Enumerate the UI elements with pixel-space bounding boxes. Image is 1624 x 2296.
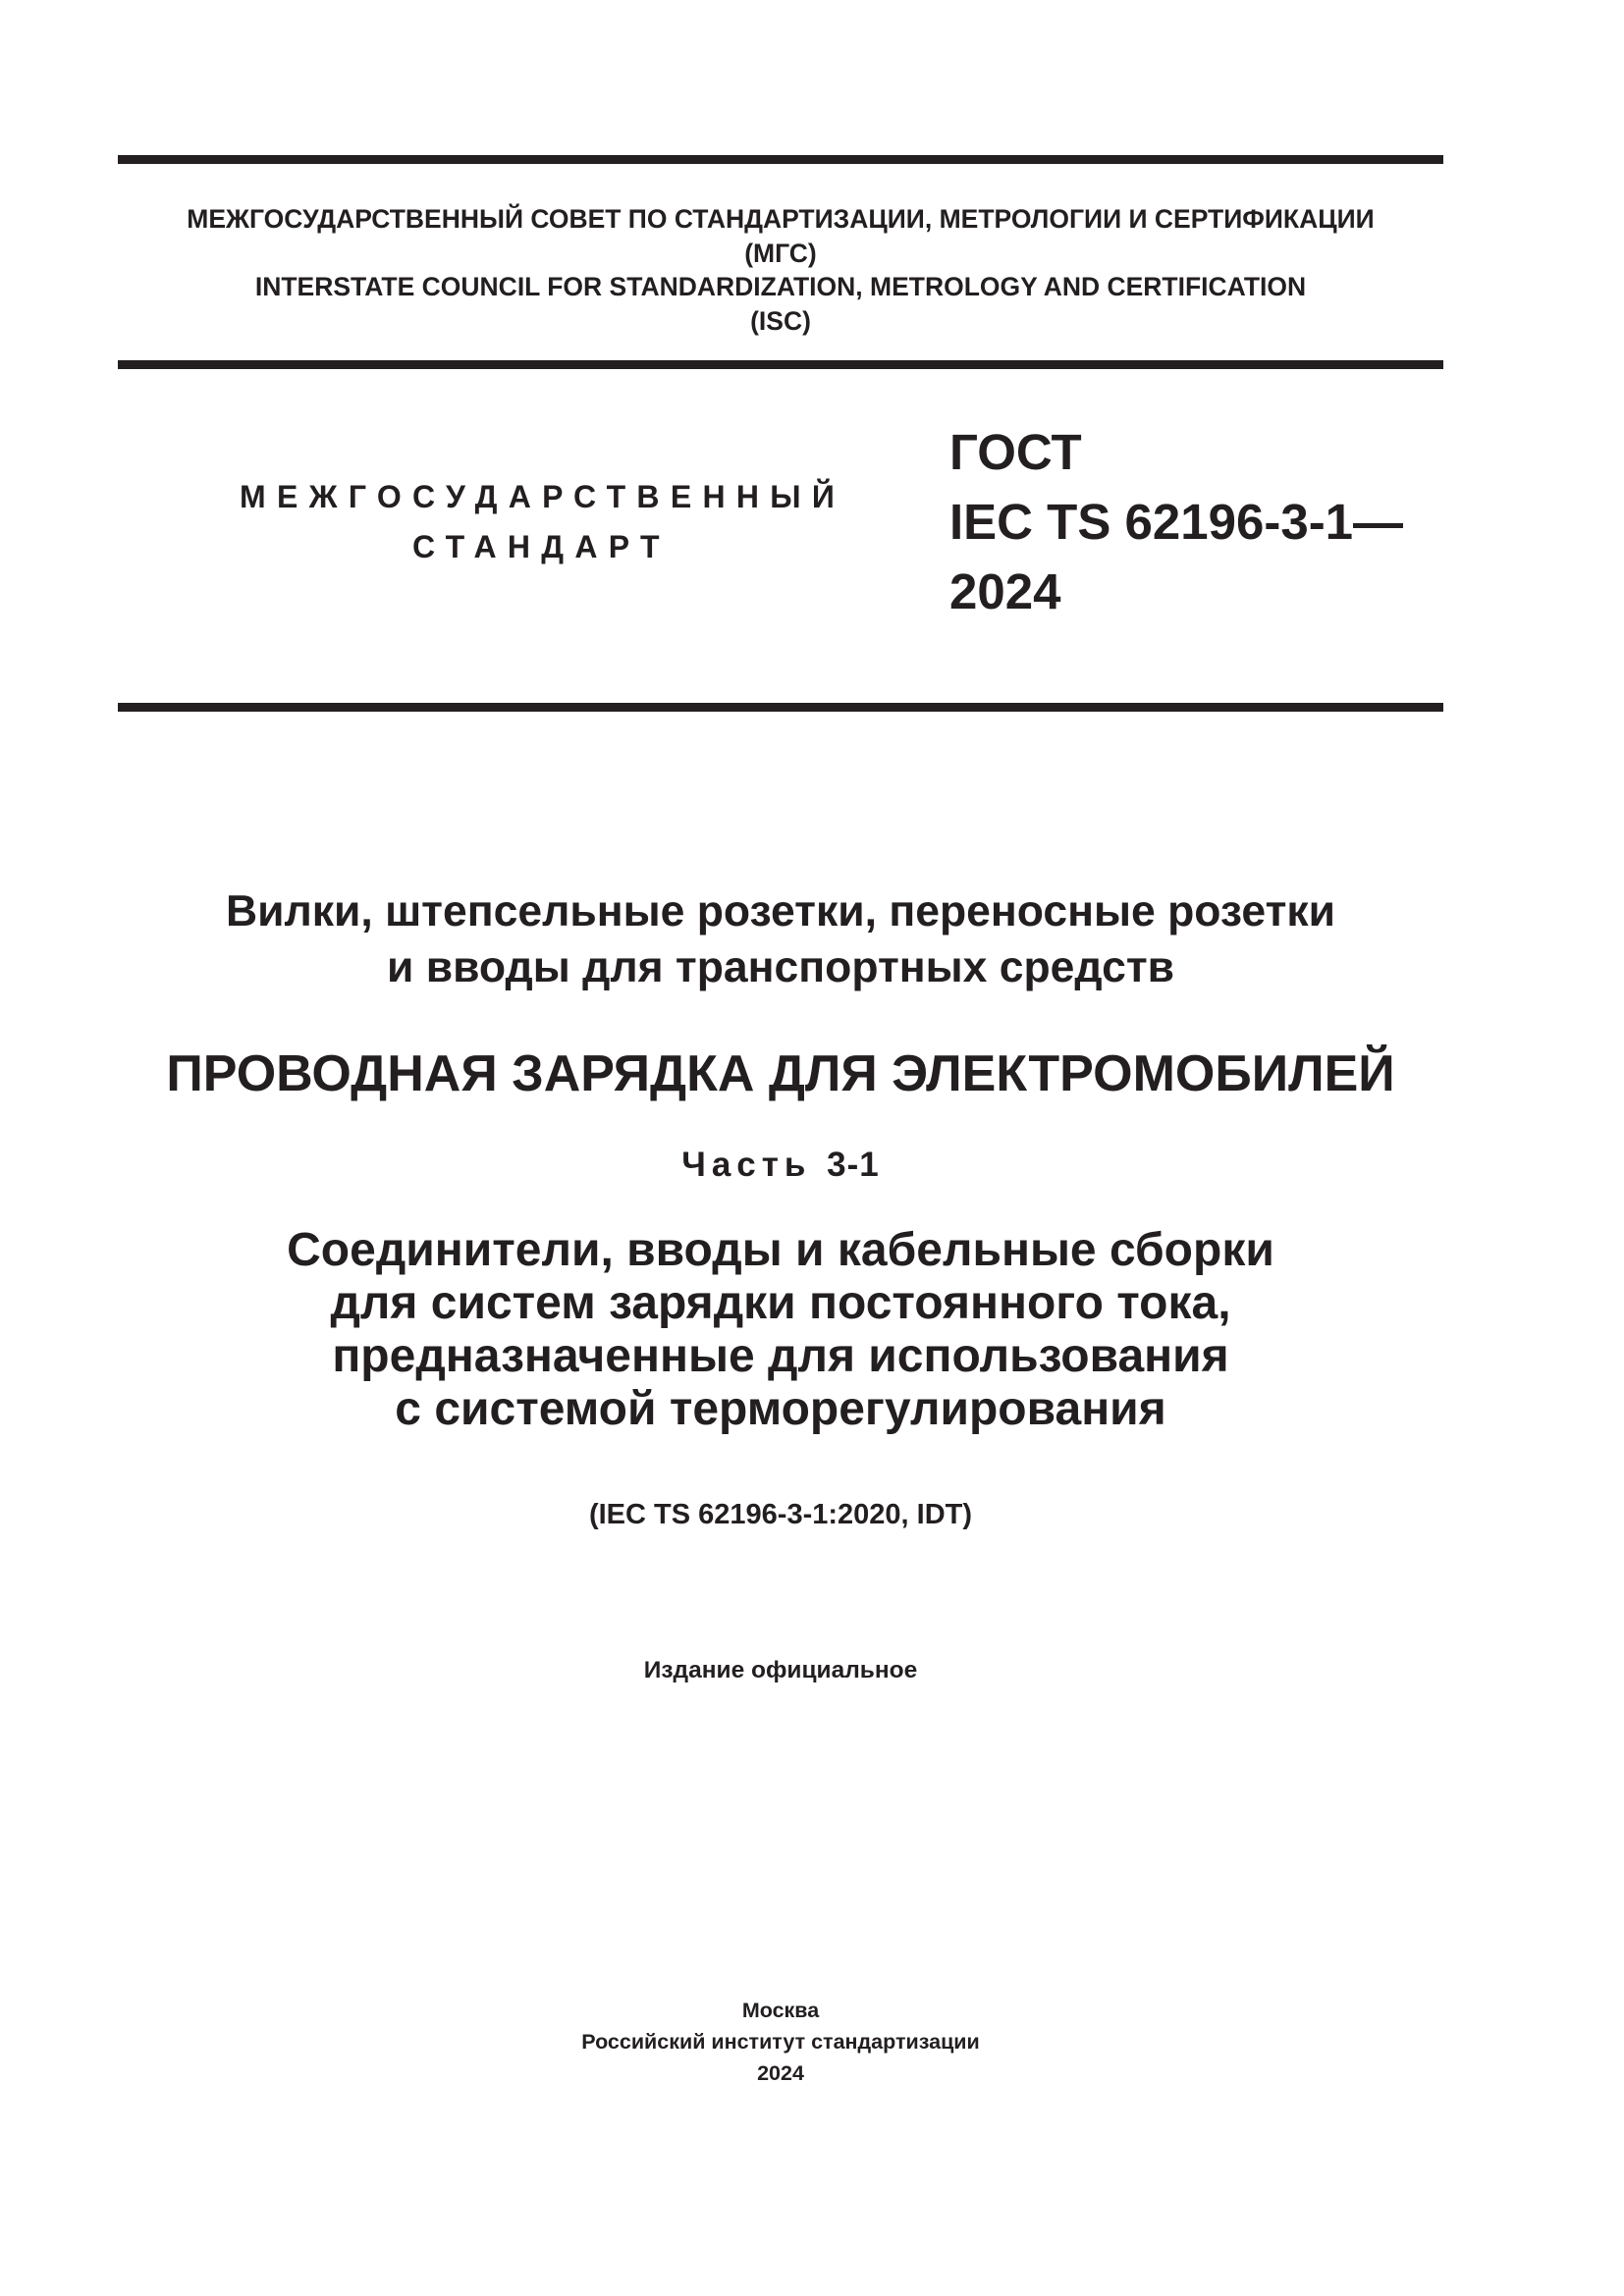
part-word: Часть — [681, 1146, 812, 1184]
identity-note: (IEC TS 62196-3-1:2020, IDT) — [588, 1499, 973, 1530]
edition-note: Издание официальное — [643, 1657, 918, 1683]
lower-divider — [118, 703, 1443, 712]
title-line-2: и вводы для транспортных средств — [387, 943, 1174, 991]
standard-kind-line-2: СТАНДАРТ — [412, 529, 671, 564]
designation-line-3: 2024 — [949, 563, 1061, 619]
council-abbr-en: (ISC) — [750, 305, 811, 336]
standard-kind-line-1: МЕЖГОСУДАРСТВЕННЫЙ — [240, 479, 846, 514]
document-subtitle — [98, 1224, 1463, 1436]
standard-designation — [949, 417, 1403, 626]
subtitle-line-2: для систем зарядки постоянного тока, — [330, 1277, 1231, 1329]
subtitle-line-4: с системой терморегулирования — [395, 1383, 1166, 1435]
council-name-en: INTERSTATE COUNCIL FOR STANDARDIZATION, METROLOGY AND CERTIFICATION — [254, 272, 1307, 301]
part-number: 3-1 — [827, 1146, 880, 1184]
middle-divider — [118, 360, 1443, 369]
council-name-ru: МЕЖГОСУДАРСТВЕННЫЙ СОВЕТ ПО СТАНДАРТИЗАЦИИ, МЕТРОЛОГИИ И СЕРТИФИКАЦИИ — [187, 204, 1375, 234]
publisher-imprint — [98, 1995, 1463, 2089]
subtitle-line-3: предназначенные для использования — [332, 1330, 1229, 1382]
document-title — [98, 883, 1463, 995]
imprint-publisher: Российский институт стандартизации — [581, 2030, 980, 2054]
part-heading — [98, 1144, 1463, 1187]
top-divider — [118, 155, 1443, 164]
imprint-city: Москва — [741, 1999, 820, 2022]
title-line-1: Вилки, штепсельные розетки, переносные розетки — [225, 887, 1336, 935]
subtitle-line-1: Соединители, вводы и кабельные сборки — [287, 1224, 1274, 1276]
document-main-heading: ПРОВОДНАЯ ЗАРЯДКА ДЛЯ ЭЛЕКТРОМОБИЛЕЙ — [166, 1045, 1395, 1102]
designation-line-2: IEC TS 62196-3-1— — [949, 494, 1404, 550]
designation-line-1: ГОСТ — [949, 424, 1082, 480]
council-header — [118, 202, 1443, 338]
imprint-year: 2024 — [757, 2061, 804, 2085]
council-abbr-ru: (МГС) — [744, 238, 817, 268]
